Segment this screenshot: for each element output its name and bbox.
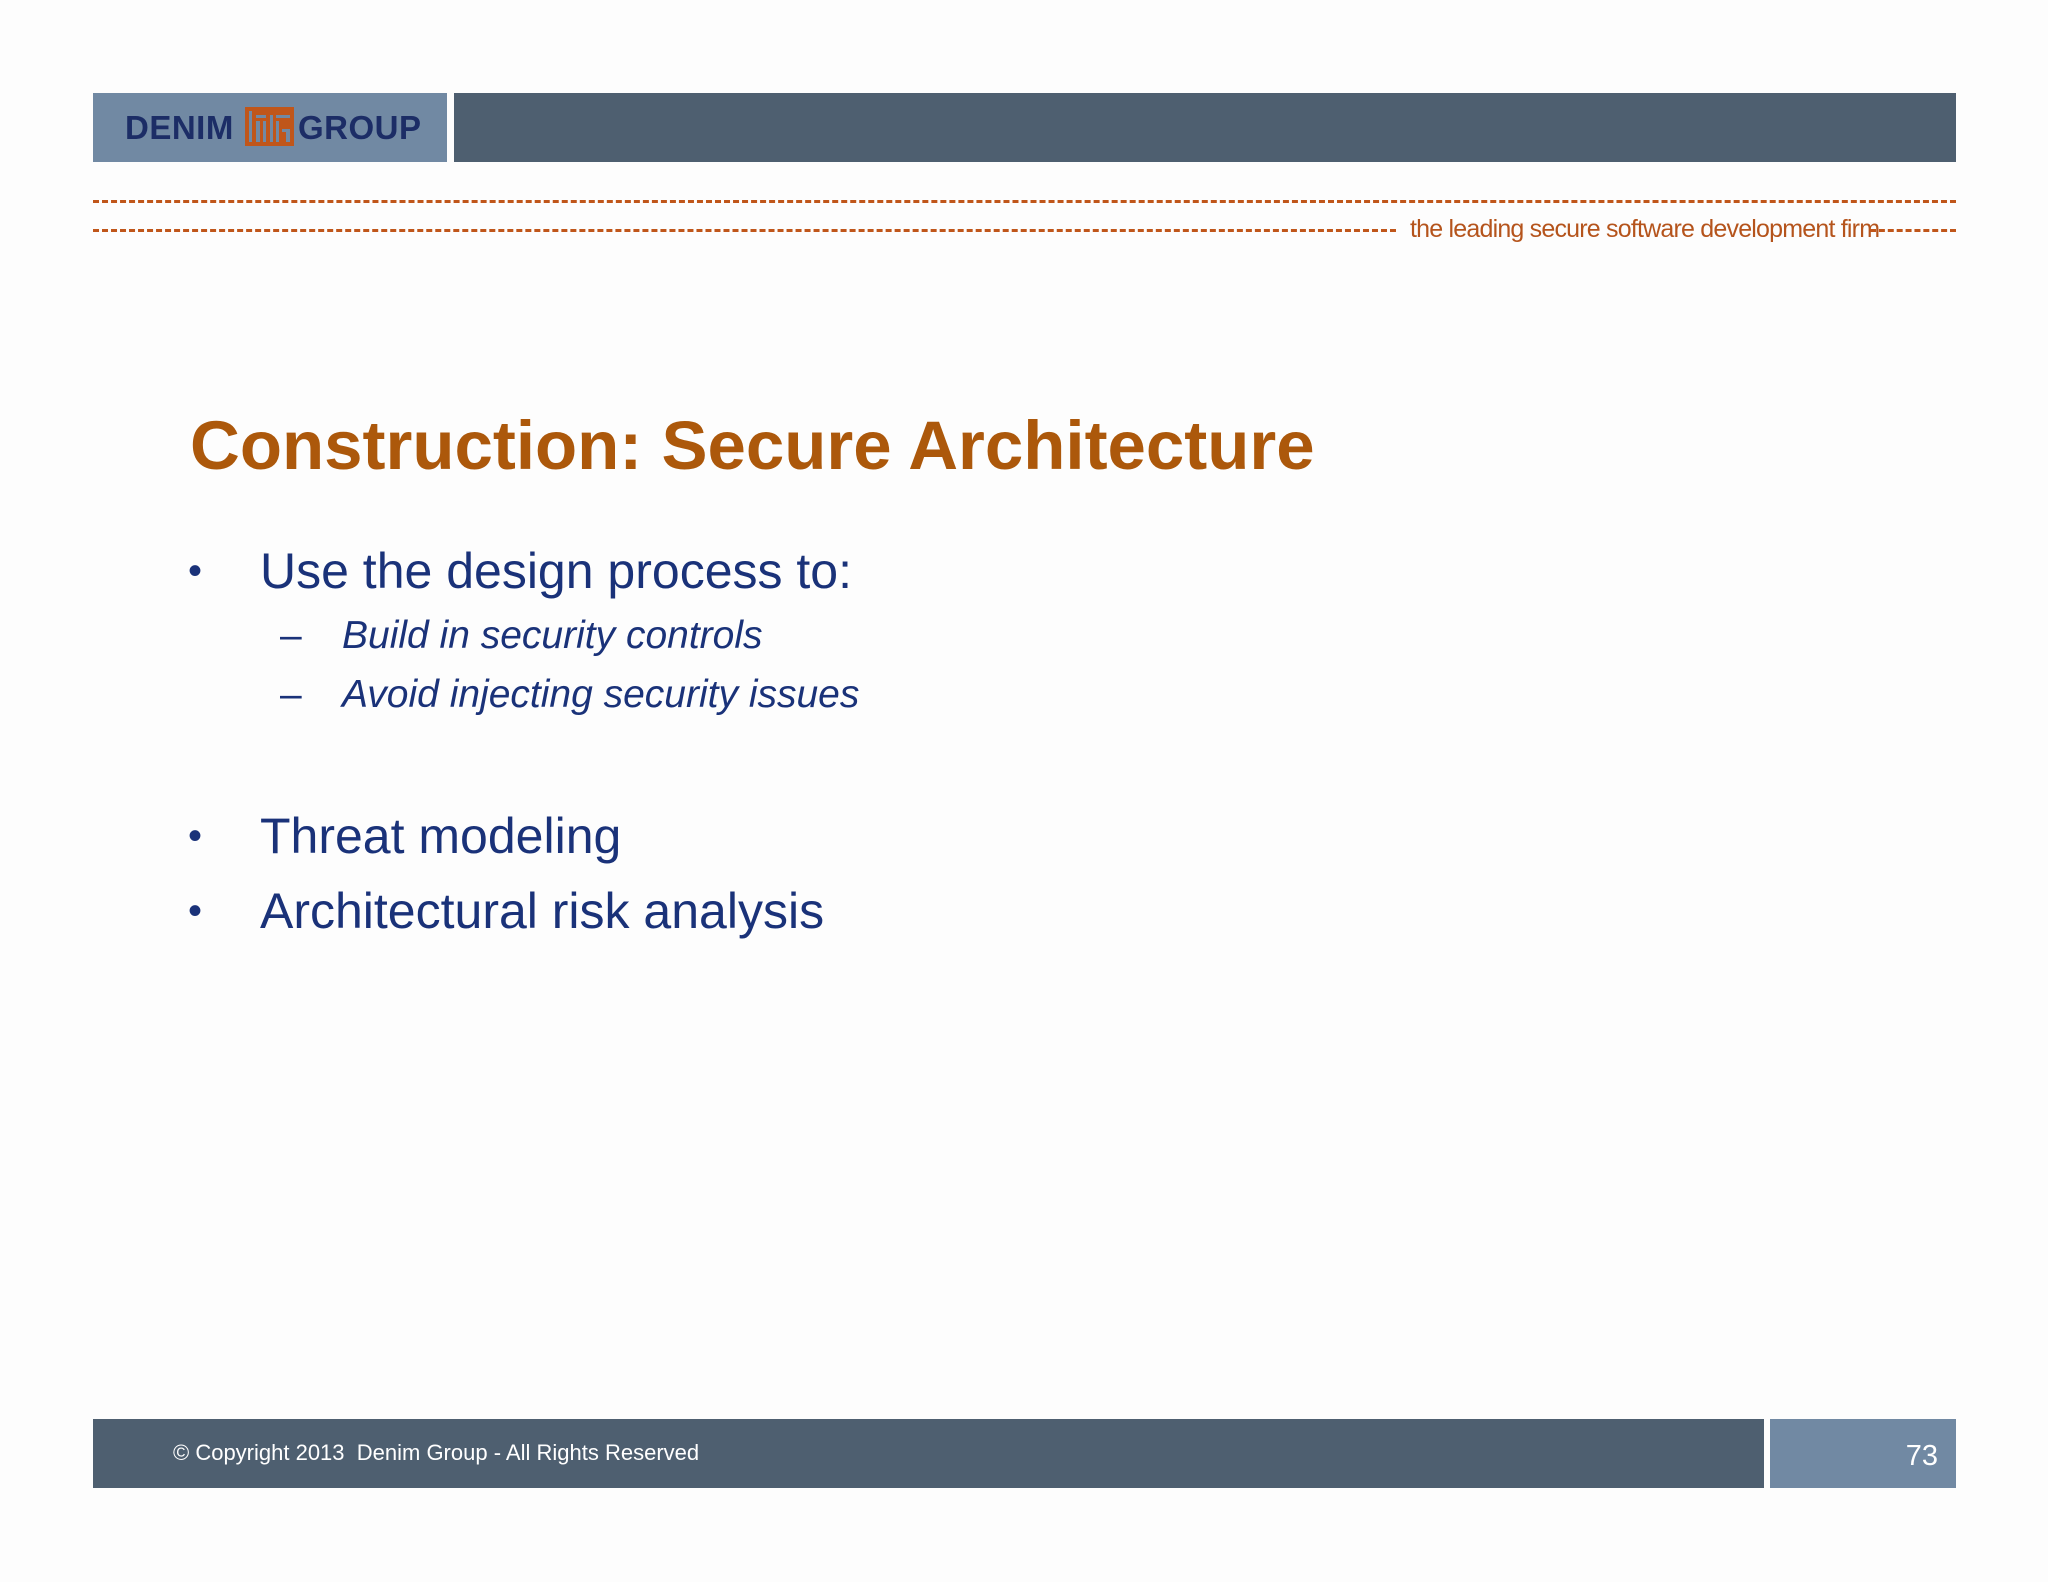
page-number: 73 <box>1905 1440 1938 1472</box>
logo-text-denim: DENIM <box>125 109 234 146</box>
dashed-divider-left <box>93 229 1396 232</box>
header-bar <box>454 93 1956 162</box>
tagline: the leading secure software development firm <box>1410 215 1880 243</box>
sub-bullet-text: Avoid injecting security issues <box>342 673 860 716</box>
bullet-marker: • <box>188 549 203 593</box>
slide-title: Construction: Secure Architecture <box>190 407 1315 484</box>
page-number-box <box>1770 1419 1956 1488</box>
sub-bullet-text: Build in security controls <box>342 614 763 657</box>
sub-bullet-marker: – <box>280 673 302 716</box>
bullet-marker: • <box>188 889 203 933</box>
bullet-text: Use the design process to: <box>260 543 852 599</box>
footer-bar <box>93 1419 1764 1488</box>
bullet-text: Threat modeling <box>260 808 622 864</box>
dg-logo-mark-icon <box>245 107 294 146</box>
copyright-text: © Copyright 2013 Denim Group - All Rights Reserved <box>173 1440 700 1465</box>
dashed-divider-right <box>1870 229 1956 232</box>
logo-text-group: GROUP <box>298 109 422 146</box>
denim-group-logo <box>93 93 447 162</box>
dashed-divider-top <box>93 200 1956 203</box>
bullet-text: Architectural risk analysis <box>260 883 825 939</box>
bullet-marker: • <box>188 814 203 858</box>
sub-bullet-marker: – <box>280 614 302 657</box>
